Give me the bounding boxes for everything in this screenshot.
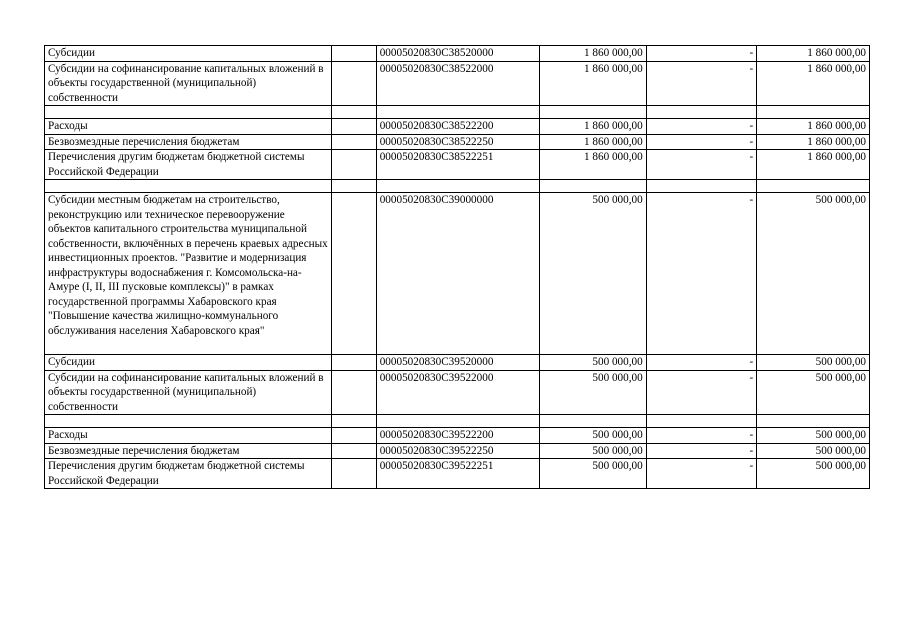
row-code: 00005020830C39522250 <box>376 443 540 459</box>
table-row <box>45 150 870 180</box>
row-empty-cell <box>332 355 377 371</box>
row-code: 00005020830C38522251 <box>376 150 540 180</box>
row-code: 00005020830C38522000 <box>376 61 540 106</box>
row-empty-cell <box>332 134 377 150</box>
budget-table <box>44 45 870 489</box>
table-row <box>45 193 870 355</box>
row-code: 00005020830C39522000 <box>376 370 540 415</box>
row-amount: 1 860 000,00 <box>540 150 646 180</box>
table-row <box>45 119 870 135</box>
row-change: - <box>646 46 757 62</box>
row-amount: 500 000,00 <box>540 459 646 489</box>
row-change: - <box>646 61 757 106</box>
spacer-row <box>45 106 870 119</box>
row-name: Субсидии <box>45 46 332 62</box>
row-name: Расходы <box>45 119 332 135</box>
row-amount: 500 000,00 <box>540 193 646 355</box>
row-code: 00005020830C39000000 <box>376 193 540 355</box>
row-code: 00005020830C39520000 <box>376 355 540 371</box>
row-amount: 1 860 000,00 <box>540 61 646 106</box>
row-change: - <box>646 150 757 180</box>
row-total: 500 000,00 <box>757 193 870 355</box>
row-empty-cell <box>332 46 377 62</box>
row-change: - <box>646 443 757 459</box>
row-total: 500 000,00 <box>757 370 870 415</box>
row-name: Субсидии <box>45 355 332 371</box>
row-change: - <box>646 355 757 371</box>
row-empty-cell <box>332 459 377 489</box>
row-change: - <box>646 370 757 415</box>
row-code: 00005020830C38522200 <box>376 119 540 135</box>
row-name: Перечисления другим бюджетам бюджетной системы Российской Федерации <box>45 150 332 180</box>
spacer-row <box>45 180 870 193</box>
row-empty-cell <box>332 428 377 444</box>
row-code: 00005020830C38522250 <box>376 134 540 150</box>
row-code: 00005020830C38520000 <box>376 46 540 62</box>
table-row <box>45 370 870 415</box>
table-row <box>45 443 870 459</box>
row-amount: 500 000,00 <box>540 355 646 371</box>
table-row <box>45 61 870 106</box>
row-total: 1 860 000,00 <box>757 150 870 180</box>
row-amount: 500 000,00 <box>540 428 646 444</box>
table-row <box>45 459 870 489</box>
row-amount: 1 860 000,00 <box>540 134 646 150</box>
row-code: 00005020830C39522200 <box>376 428 540 444</box>
row-change: - <box>646 428 757 444</box>
row-amount: 1 860 000,00 <box>540 119 646 135</box>
row-amount: 1 860 000,00 <box>540 46 646 62</box>
row-total: 500 000,00 <box>757 355 870 371</box>
row-change: - <box>646 134 757 150</box>
row-total: 1 860 000,00 <box>757 134 870 150</box>
row-empty-cell <box>332 443 377 459</box>
row-total: 1 860 000,00 <box>757 46 870 62</box>
row-empty-cell <box>332 61 377 106</box>
row-name: Перечисления другим бюджетам бюджетной системы Российской Федерации <box>45 459 332 489</box>
row-name: Безвозмездные перечисления бюджетам <box>45 134 332 150</box>
row-name: Субсидии местным бюджетам на строительство, реконструкцию или техническое перевооружение объектов капитального строительства муниципальной собственности, включённых в перечень краевых адресных инвестиционных проектов. "Развитие и модернизация инфраструктуры водоснабжения г. Комсомольска-на-Амуре (I, II, III пусковые комплексы)" в рамках государственной программы Хабаровского края "Повышение качества жилищно-коммунального обслуживания населения Хабаровского края" <box>45 193 332 355</box>
row-total: 500 000,00 <box>757 443 870 459</box>
spacer-row <box>45 415 870 428</box>
row-change: - <box>646 193 757 355</box>
row-empty-cell <box>332 193 377 355</box>
table-row <box>45 355 870 371</box>
table-row <box>45 428 870 444</box>
row-name: Субсидии на софинансирование капитальных вложений в объекты государственной (муниципальной) собственности <box>45 61 332 106</box>
row-empty-cell <box>332 370 377 415</box>
row-empty-cell <box>332 119 377 135</box>
row-total: 500 000,00 <box>757 428 870 444</box>
row-amount: 500 000,00 <box>540 443 646 459</box>
row-change: - <box>646 119 757 135</box>
row-total: 1 860 000,00 <box>757 61 870 106</box>
row-change: - <box>646 459 757 489</box>
row-name: Расходы <box>45 428 332 444</box>
table-row <box>45 46 870 62</box>
table-row <box>45 134 870 150</box>
row-empty-cell <box>332 150 377 180</box>
row-total: 500 000,00 <box>757 459 870 489</box>
row-amount: 500 000,00 <box>540 370 646 415</box>
row-name: Субсидии на софинансирование капитальных вложений в объекты государственной (муниципальной) собственности <box>45 370 332 415</box>
row-name: Безвозмездные перечисления бюджетам <box>45 443 332 459</box>
row-total: 1 860 000,00 <box>757 119 870 135</box>
row-code: 00005020830C39522251 <box>376 459 540 489</box>
